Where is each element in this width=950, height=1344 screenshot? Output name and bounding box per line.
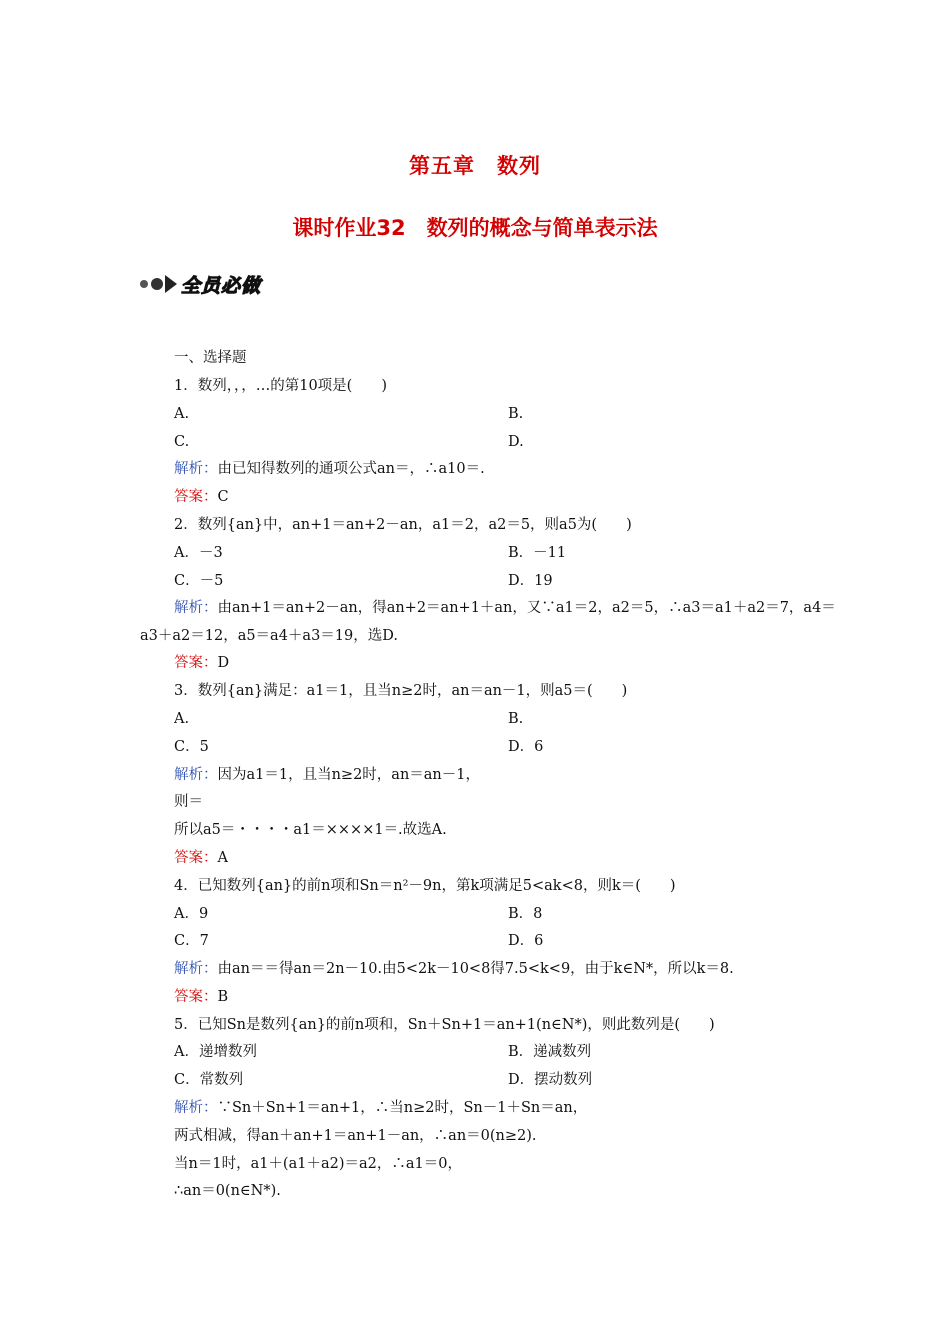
q3-option-b: B. [508,711,524,727]
q3-analysis-line3: 所以a5＝・・・・a1＝××××1＝.故选A. [174,822,447,838]
dot-icon [140,280,148,288]
chapter-title: 第五章 数列 [409,154,541,178]
q3-analysis-line2: 则＝ [174,794,203,810]
q2-analysis-cont: a3＋a2＝12，a5＝a4＋a3＝19，选D. [140,628,398,644]
q3-analysis-text: 因为a1＝1，且当n≥2时，an＝an－1， [217,767,480,783]
q2-option-c: C．－5 [174,573,224,589]
arrow-icon [165,275,177,293]
q3-option-c: C．5 [174,739,209,755]
q2-option-a: A．－3 [174,545,223,561]
q5-analysis-line4: ∴an＝0(n∈N*). [174,1183,281,1199]
q5-analysis-line2: 两式相减，得an＋an+1＝an+1－an，∴an＝0(n≥2). [174,1128,537,1144]
question-3-stem: 3．数列{an}满足：a1＝1，且当n≥2时，an＝an－1，则a5＝( ) [174,683,628,699]
q3-answer-value: A [217,850,228,866]
q2-answer-value: D [217,655,230,671]
q2-answer [174,653,229,673]
q4-answer-value: B [217,989,229,1005]
q4-option-c: C．7 [174,933,209,949]
answer-label: 答案： [174,989,218,1005]
q5-option-a: A．递增数列 [174,1044,257,1060]
answer-label: 答案： [174,489,218,505]
q5-option-c: C．常数列 [174,1072,244,1088]
section-heading: 一、选择题 [174,350,247,366]
q1-option-b: B. [508,406,524,422]
q4-option-b: B．8 [508,906,543,922]
question-4-stem: 4．已知数列{an}的前n项和Sn＝n²－9n，第k项满足5<ak<8，则k＝( ) [174,878,676,894]
q2-analysis [174,598,836,618]
q5-option-d: D．摆动数列 [508,1072,593,1088]
q2-option-d: D．19 [508,573,553,589]
q1-option-c: C. [174,434,190,450]
section-banner [140,271,261,297]
q4-option-a: A．9 [174,906,209,922]
q2-option-b: B．－11 [508,545,567,561]
q1-option-a: A. [174,406,190,422]
q4-analysis [174,959,734,979]
q1-analysis [174,459,485,479]
analysis-label: 解析： [174,461,218,477]
question-1-stem: 1．数列，，，…的第10项是( ) [174,378,387,394]
lesson-title: 课时作业32 数列的概念与简单表示法 [292,216,658,240]
analysis-label: 解析： [174,600,218,616]
analysis-label: 解析： [174,961,218,977]
q4-option-d: D．6 [508,933,544,949]
answer-label: 答案： [174,850,218,866]
q5-analysis-text: ∵Sn＋Sn+1＝an+1，∴当n≥2时，Sn－1＋Sn＝an， [217,1100,588,1116]
q4-answer [174,987,228,1007]
q1-answer-value: C [217,489,229,505]
q1-analysis-text: 由已知得数列的通项公式an＝，∴a10＝. [217,461,485,477]
question-5-stem: 5．已知Sn是数列{an}的前n项和，Sn＋Sn+1＝an+1(n∈N*)，则此数列是( ) [174,1017,715,1033]
q3-option-a: A. [174,711,190,727]
q5-analysis-line3: 当n＝1时，a1＋(a1＋a2)＝a2，∴a1＝0， [174,1156,462,1172]
q3-option-d: D．6 [508,739,544,755]
analysis-label: 解析： [174,767,218,783]
q4-analysis-text: 由an＝＝得an＝2n－10.由5<2k－10<8得7.5<k<9，由于k∈N*，所以k＝8. [217,961,734,977]
answer-label: 答案： [174,655,218,671]
banner-label: 全员必做 [181,274,262,297]
q1-answer [174,487,229,507]
q5-analysis [174,1098,587,1118]
q1-option-d: D. [508,434,524,450]
q5-option-b: B．递减数列 [508,1044,592,1060]
analysis-label: 解析： [174,1100,218,1116]
q3-analysis [174,765,480,785]
dot-icon [151,278,163,290]
q3-answer [174,848,228,868]
q2-analysis-text: 由an+1＝an+2－an，得an+2＝an+1＋an，又∵a1＝2，a2＝5，∴a3＝a1＋a2＝7，a4＝ [217,600,836,616]
question-2-stem: 2．数列{an}中，an+1＝an+2－an，a1＝2，a2＝5，则a5为( ) [174,517,632,533]
